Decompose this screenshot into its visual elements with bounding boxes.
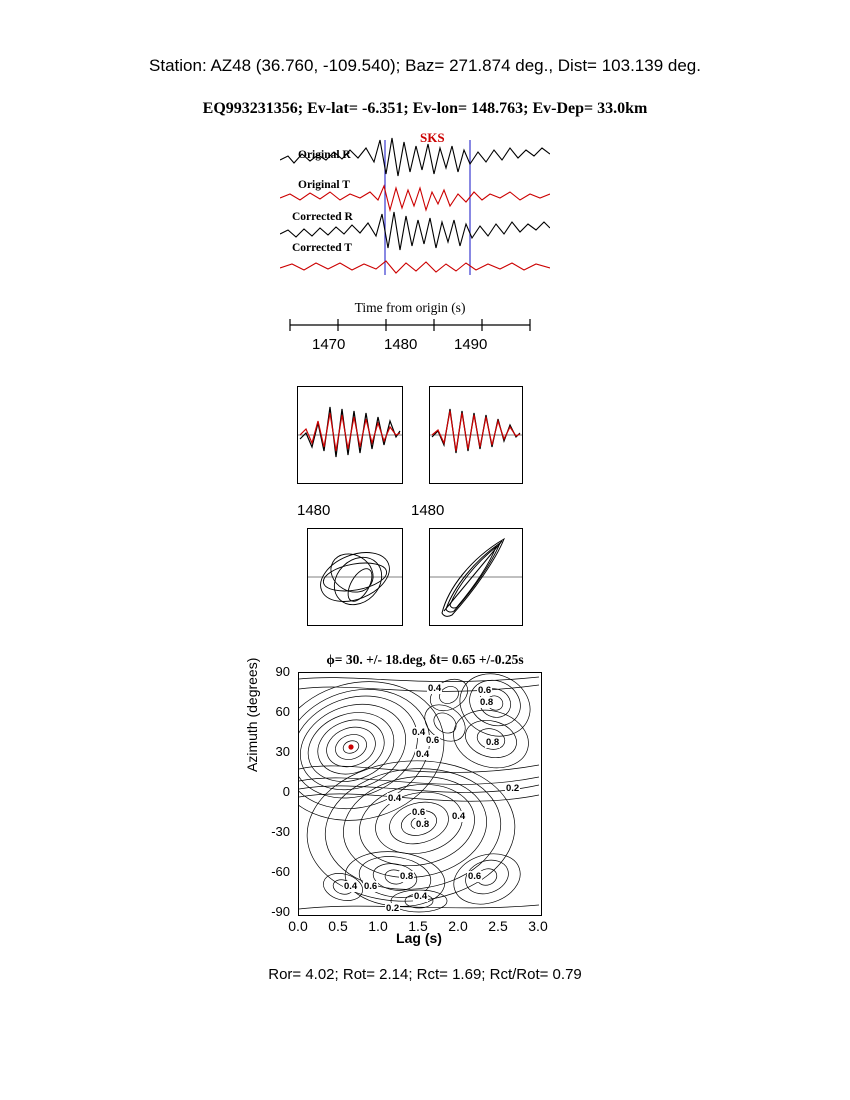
xtick-3: 1.5 xyxy=(408,918,428,934)
contour-label-6: 0.4 xyxy=(416,749,430,760)
time-axis-line xyxy=(280,314,540,336)
contour-label-0: 0.4 xyxy=(428,683,442,694)
contour-label-16: 0.4 xyxy=(414,891,428,902)
header-station-info: Station: AZ48 (36.760, -109.540); Baz= 271.874 deg., Dist= 103.139 deg. xyxy=(149,56,701,75)
contour-label-13: 0.6 xyxy=(468,871,482,882)
time-tick-1480: 1480 xyxy=(384,336,418,353)
time-tick-1490: 1490 xyxy=(454,336,488,353)
corrected-waveform-box xyxy=(429,386,523,484)
contour-label-4: 0.6 xyxy=(426,735,440,746)
xtick-0: 0.0 xyxy=(288,918,308,934)
quality-ratios-label: Ror= 4.02; Rot= 2.14; Rct= 1.69; Rct/Rot= 0.79 xyxy=(268,966,582,983)
trace-label-corrected-t: Corrected T xyxy=(292,242,352,254)
xtick-1: 0.5 xyxy=(328,918,348,934)
contour-lines xyxy=(299,673,539,913)
minimum-marker xyxy=(348,744,353,749)
contour-y-axis-label: Azimuth (degrees) xyxy=(244,657,260,772)
ytick-neg90: -90 xyxy=(271,904,290,919)
contour-label-5: 0.8 xyxy=(486,737,500,748)
contour-x-axis-label: Lag (s) xyxy=(396,930,442,946)
trace-label-corrected-r: Corrected R xyxy=(292,211,353,223)
particle-motion-uncorrected-box xyxy=(307,528,403,626)
contour-label-11: 0.8 xyxy=(416,819,430,830)
contour-label-10: 0.4 xyxy=(452,811,466,822)
header-event-info: EQ993231356; Ev-lat= -6.351; Ev-lon= 148.763; Ev-Dep= 33.0km xyxy=(202,100,648,117)
time-tick-1470: 1470 xyxy=(312,336,346,353)
contour-label-3: 0.4 xyxy=(412,727,426,738)
xtick-4: 2.0 xyxy=(448,918,468,934)
ytick-0: 0 xyxy=(282,784,290,799)
contour-plot-area xyxy=(298,672,542,916)
contour-label-8: 0.4 xyxy=(388,793,402,804)
ytick-neg30: -30 xyxy=(271,824,290,839)
uncorrected-waveform-box xyxy=(297,386,403,484)
contour-label-1: 0.6 xyxy=(478,685,492,696)
contour-label-7: 0.2 xyxy=(506,783,520,794)
sks-phase-label: SKS xyxy=(420,130,445,145)
waveform-box-label-right: 1480 xyxy=(411,502,445,519)
ytick-neg60: -60 xyxy=(271,864,290,879)
xtick-2: 1.0 xyxy=(368,918,388,934)
xtick-5: 2.5 xyxy=(488,918,508,934)
ytick-30: 30 xyxy=(275,744,290,759)
xtick-6: 3.0 xyxy=(528,918,548,934)
ytick-90: 90 xyxy=(275,664,290,679)
particle-motion-corrected-box xyxy=(429,528,523,626)
trace-label-original-t: Original T xyxy=(298,179,350,191)
time-axis xyxy=(280,300,540,360)
contour-label-15: 0.6 xyxy=(364,881,378,892)
contour-label-2: 0.8 xyxy=(480,697,494,708)
contour-label-12: 0.8 xyxy=(400,871,414,882)
splitting-result-label: ϕ= 30. +/- 18.deg, δt= 0.65 +/-0.25s xyxy=(326,652,524,667)
contour-label-17: 0.2 xyxy=(386,903,400,914)
contour-label-14: 0.4 xyxy=(344,881,358,892)
waveform-box-label-left: 1480 xyxy=(297,502,331,519)
trace-label-original-r: Original R xyxy=(298,149,351,161)
time-axis-title: Time from origin (s) xyxy=(354,300,466,315)
contour-label-9: 0.6 xyxy=(412,807,426,818)
waveform-panel xyxy=(280,130,550,290)
ytick-60: 60 xyxy=(275,704,290,719)
